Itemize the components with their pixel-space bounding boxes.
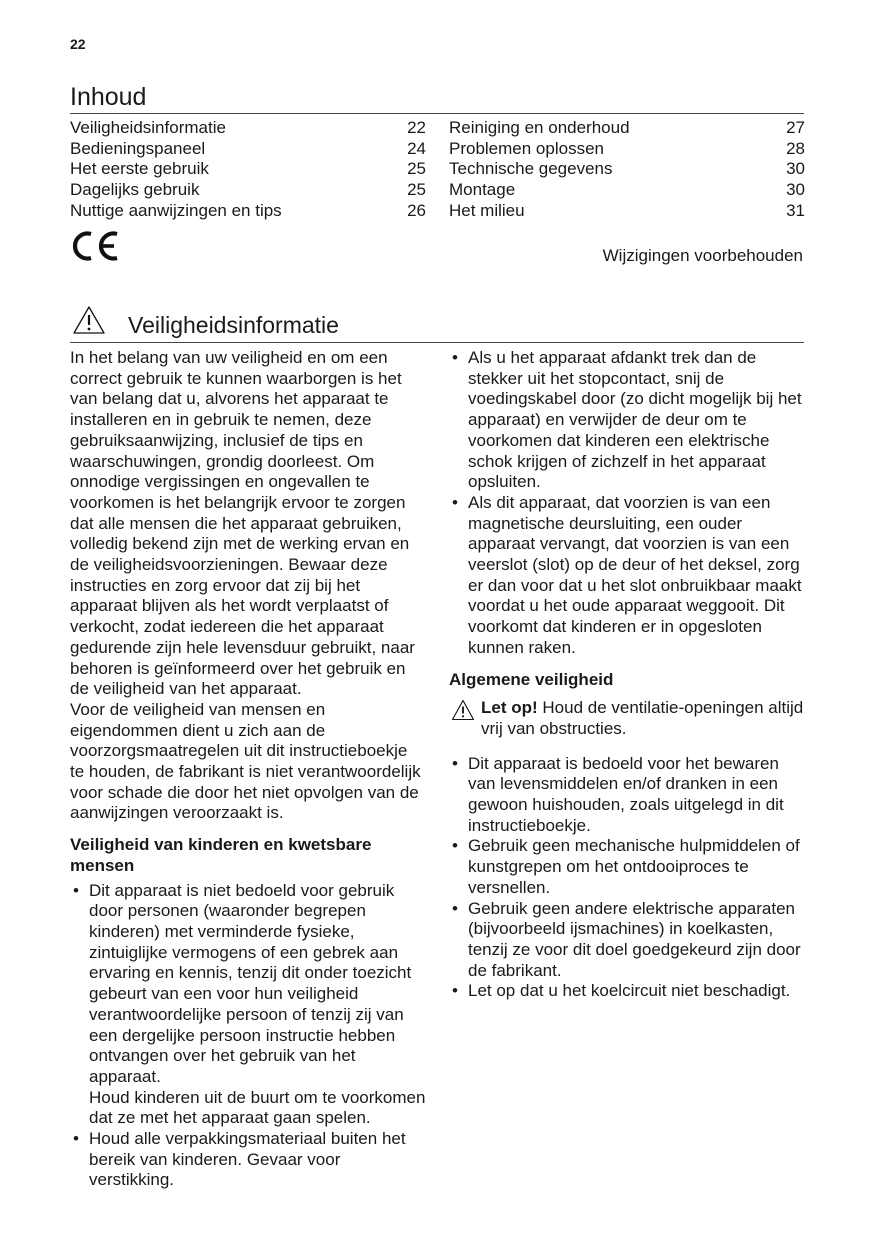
list-item-text: Dit apparaat is niet bedoeld voor gebruik door personen (waaronder begrepen kinderen) met verminderde fysieke, zintuiglijke vermogens of een gebrek aan ervaring en kennis, tenzij dit onder toezicht gebeurt van een voor hun veiligheid verantwoordelijke persoon of tenzij zij van een dergelijke persoon instructie hebben ontvangen over het gebruik van het apparaat. xyxy=(89,880,412,1086)
toc-entry-page: 27 xyxy=(786,118,805,137)
toc-entry-page: 28 xyxy=(786,138,805,158)
toc-title: Inhoud xyxy=(70,83,147,111)
list-item xyxy=(449,754,805,837)
toc-entry-label: Montage xyxy=(449,180,516,200)
list-item-text: Dit apparaat is bedoeld voor het bewaren van levensmiddelen en/of dranken in een gewoon huishouden, zoals uitgelegd in dit instructieboekje. xyxy=(468,753,784,835)
toc-entry[interactable] xyxy=(70,201,426,222)
intro-paragraph: In het belang van uw veiligheid en om een correct gebruik te kunnen waarborgen is het van belang dat u, alvorens het apparaat te installeren en in gebruik te nemen, deze gebruiksaanwijzing, inclusief de tips en waarschuwingen, grondig doorleest. Om onnodige vergissingen en ongevallen te voorkomen is het belangrijk ervoor te zorgen dat alle mensen die het apparaat gebruiken, volledig bekend zijn met de werking ervan en de veiligheidsvoorzieningen. Bewaar deze instructies en zorg ervoor dat zij bij het apparaat blijven als het wordt verplaatst of verkocht, zodat iedereen die het apparaat gedurende zijn hele levensduur gebruikt, naar behoren is geïnformeerd over het gebruik en de veiligheid van het apparaat. xyxy=(70,348,415,699)
children-safety-heading: Veiligheid van kinderen en kwetsbare mensen xyxy=(70,835,372,875)
list-item xyxy=(70,1129,426,1191)
list-item xyxy=(449,493,805,659)
general-safety-heading: Algemene veiligheid xyxy=(449,669,614,689)
right-column xyxy=(449,348,805,1002)
toc-entry-label: Veiligheidsinformatie xyxy=(70,118,226,137)
warning-text: Houd de ventilatie-openingen altijd vrij van obstructies. xyxy=(481,698,804,738)
toc-entry[interactable] xyxy=(449,159,805,180)
list-item-text: Let op dat u het koelcircuit niet beschadigt. xyxy=(468,981,791,1001)
toc-entry-page: 25 xyxy=(407,180,426,200)
section-divider xyxy=(70,342,804,343)
toc-entry[interactable] xyxy=(449,180,805,201)
section-title: Veiligheidsinformatie xyxy=(128,312,339,338)
list-item xyxy=(70,881,426,1129)
toc-entry-page: 26 xyxy=(407,200,426,220)
toc-entry[interactable] xyxy=(449,139,805,160)
warning-label: Let op! xyxy=(481,698,538,718)
toc-entry[interactable] xyxy=(70,118,426,139)
toc-entry-page: 30 xyxy=(786,159,805,179)
toc-divider xyxy=(70,113,804,114)
toc-entry-label: Het milieu xyxy=(449,200,525,220)
toc-entry-label: Problemen oplossen xyxy=(449,138,604,158)
toc-right-column xyxy=(449,118,805,222)
page-number: 22 xyxy=(70,36,86,52)
children-safety-list xyxy=(70,881,426,1192)
toc-entry-page: 30 xyxy=(786,180,805,200)
list-item xyxy=(449,899,805,982)
rights-notice: Wijzigingen voorbehouden xyxy=(602,246,803,265)
toc-entry[interactable] xyxy=(70,139,426,160)
toc-entry-page: 31 xyxy=(786,200,805,220)
toc-entry-page: 24 xyxy=(407,138,426,158)
toc-entry[interactable] xyxy=(449,118,805,139)
toc-entry-label: Technische gegevens xyxy=(449,159,613,179)
toc-entry-label: Dagelijks gebruik xyxy=(70,180,200,200)
warning-triangle-icon xyxy=(451,699,475,721)
ce-mark-icon xyxy=(70,228,120,264)
toc-entry[interactable] xyxy=(70,180,426,201)
toc-entry-page: 22 xyxy=(407,118,426,137)
warning-notice xyxy=(449,698,805,739)
toc-entry-page: 25 xyxy=(407,159,426,179)
list-item-text: Als dit apparaat, dat voorzien is van een magnetische deursluiting, een ouder apparaat vervangt, dat voorzien is van een veerslot (slot) op de deur of het deksel, zorg er dan voor dat u het slot onbruikbaar maakt voordat u het oude apparaat weggooit. Dit voorkomt dat kinderen er in opgesloten kunnen raken. xyxy=(468,492,802,657)
list-item xyxy=(449,348,805,493)
toc-entry-label: Reiniging en onderhoud xyxy=(449,118,630,137)
list-item-text: Gebruik geen andere elektrische apparaten (bijvoorbeeld ijsmachines) in koelkasten, tenzij ze voor dit doel goedgekeurd zijn door de fabrikant. xyxy=(468,898,801,980)
toc-entry-label: Bedieningspaneel xyxy=(70,138,206,158)
toc-entry[interactable] xyxy=(449,201,805,222)
toc-entry[interactable] xyxy=(70,159,426,180)
list-item-text: Houd alle verpakkingsmateriaal buiten het bereik van kinderen. Gevaar voor verstikking. xyxy=(89,1129,406,1190)
list-item-text: Gebruik geen mechanische hulpmiddelen of kunstgrepen om het ontdooiproces te versnellen. xyxy=(468,836,800,897)
toc-entry-label: Het eerste gebruik xyxy=(70,159,209,179)
list-item xyxy=(449,836,805,898)
toc-entry-label: Nuttige aanwijzingen en tips xyxy=(70,200,282,220)
warning-triangle-icon xyxy=(72,305,106,335)
list-item-text: Als u het apparaat afdankt trek dan de stekker uit het stopcontact, snij de voedingskabel door (zo dicht mogelijk bij het apparaat) en verwijder de deur om te voorkomen dat kinderen een elektrische schok krijgen of zichzelf in het apparaat opsluiten. xyxy=(468,348,802,492)
left-column xyxy=(70,348,426,1191)
list-item xyxy=(449,981,805,1002)
intro-paragraph: Voor de veiligheid van mensen en eigendommen dient u zich aan de voorzorgsmaatregelen uit dit instructieboekje te houden, de fabrikant is niet verantwoordelijk voor schade die door het niet opvolgen van de aanwijzingen veroorzaakt is. xyxy=(70,699,421,823)
general-safety-list xyxy=(449,754,805,1002)
disposal-list xyxy=(449,348,805,659)
toc-left-column xyxy=(70,118,426,222)
list-item-text: Houd kinderen uit de buurt om te voorkomen dat ze met het apparaat gaan spelen. xyxy=(89,1087,426,1128)
